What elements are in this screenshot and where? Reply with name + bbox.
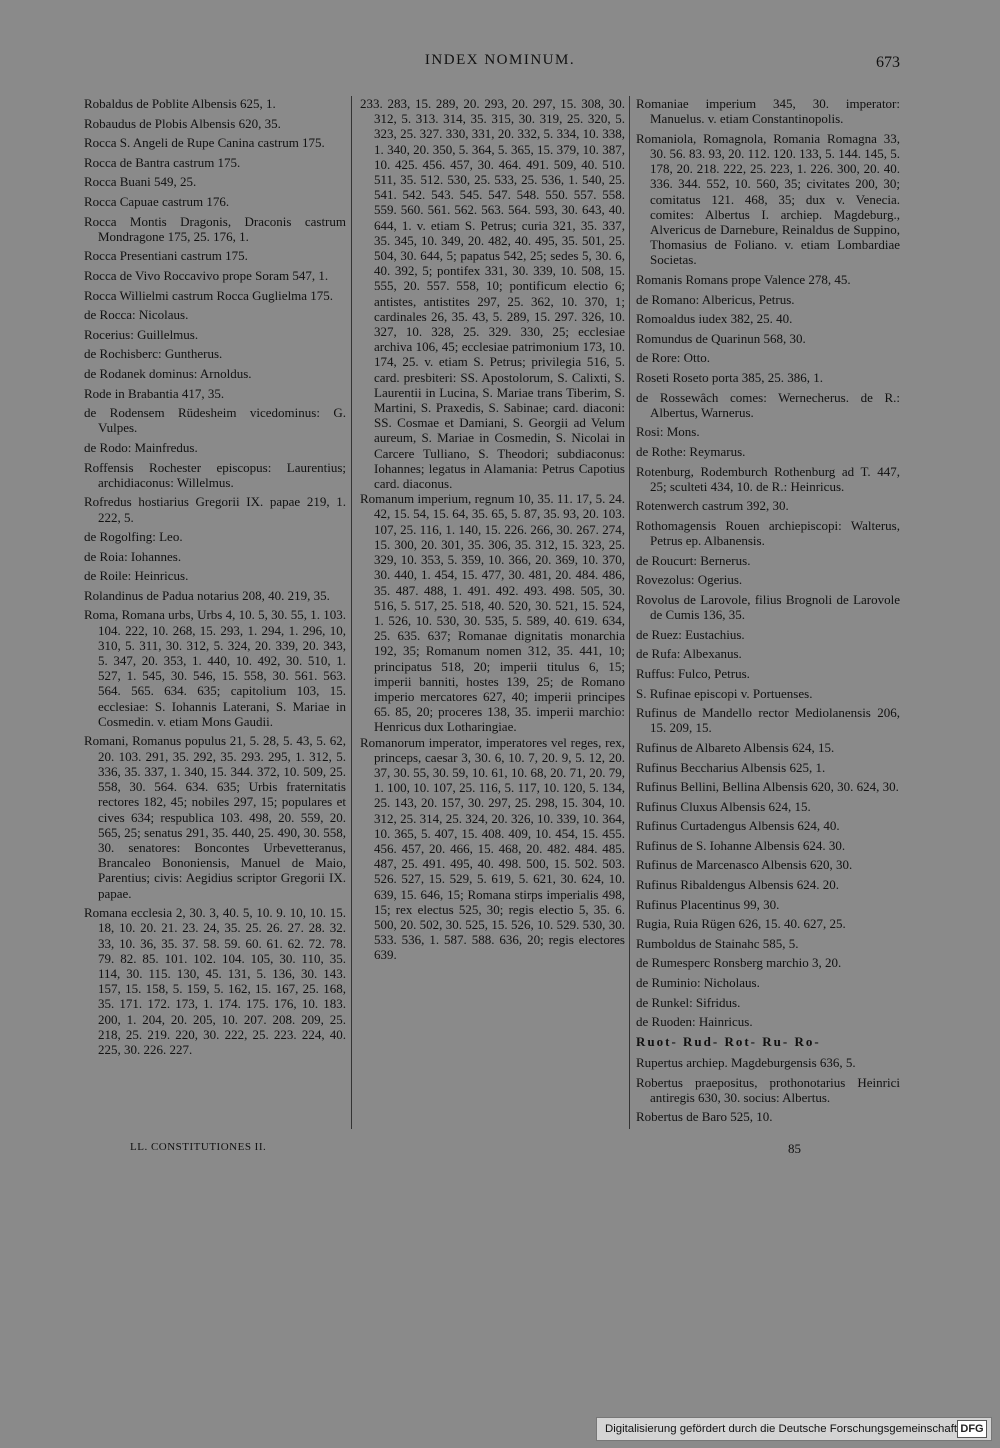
index-entry: Rupertus archiep. Magdeburgensis 636, 5.: [636, 1055, 856, 1071]
index-entry: Rufinus Bellini, Bellina Albensis 620, 30. 624, 30.: [636, 779, 899, 795]
index-entry: Rumboldus de Stainahc 585, 5.: [636, 935, 799, 951]
index-entry: Rufinus de Marcenasco Albensis 620, 30.: [636, 857, 853, 873]
index-entry: Robertus de Baro 525, 10.: [636, 1109, 773, 1125]
index-entry: de Ruminio: Nicholaus.: [636, 975, 760, 991]
index-entry: de Romano: Albericus, Petrus.: [636, 291, 795, 307]
index-entry: de Rodensem Rüdesheim vicedominus: G. Vulpes.: [84, 405, 346, 436]
index-entry: de Rothe: Reymarus.: [636, 443, 746, 459]
index-entry: Rode in Brabantia 417, 35.: [84, 385, 225, 401]
index-entry: Romaniae imperium 345, 30. imperator: Manuelus. v. etiam Constantinopolis.: [636, 96, 900, 127]
index-entry: de Rodanek dominus: Arnoldus.: [84, 365, 252, 381]
index-entry: Rufinus de Albareto Albensis 624, 15.: [636, 739, 835, 755]
index-entry: Rocca S. Angeli de Rupe Canina castrum 175.: [84, 135, 325, 151]
index-entry: Rocca de Vivo Roccavivo prope Soram 547, 1.: [84, 267, 329, 283]
index-entry: Roma, Romana urbs, Urbs 4, 10. 5, 30. 55, 1. 103. 104. 222, 10. 268, 15. 293, 1. 294, 1. 296, 10, 310, 5. 311, 30. 312, 5. 324, 20. 339, 20. 343, 5. 347, 20. 353, 1. 440, 10. 492, 30. 510, 1. 527, 1. 545, 30. 546, 15. 558, 30. 561. 563. 564. 565. 634. 635; capitolium 103, 15. ecclesiae: S. Iohannis Laterani, S. Mariae in Cosmedin. v. etiam Mons Gaudii.: [84, 607, 346, 729]
index-entry: Rocca de Bantra castrum 175.: [84, 154, 241, 170]
index-entry: de Rodo: Mainfredus.: [84, 439, 198, 455]
index-entry: Robaudus de Plobis Albensis 620, 35.: [84, 115, 281, 131]
index-entry: de Rochisberc: Guntherus.: [84, 346, 223, 362]
index-column-right: [636, 96, 900, 1129]
index-entry: Rufinus de S. Iohanne Albensis 624. 30.: [636, 837, 846, 853]
index-entry: Rocca Montis Dragonis, Draconis castrum Mondragone 175, 25. 176, 1.: [84, 213, 346, 244]
index-entry: de Rufa: Albexanus.: [636, 646, 742, 662]
page-number: 673: [876, 54, 900, 71]
index-entry: de Rossewâch comes: Wernecherus. de R.: Albertus, Warnerus.: [636, 389, 900, 420]
index-entry: Rovezolus: Ogerius.: [636, 572, 743, 588]
index-entry: 233. 283, 15. 289, 20. 293, 20. 297, 15. 308, 30. 312, 5. 313. 314, 35. 315, 30. 319, 25. 320, 5. 323, 25. 327. 330, 331, 20. 332, 5. 334, 10. 338, 1. 340, 20. 350, 5. 364, 5. 365, 15. 379, 10. 387, 10. 425. 456. 457, 30. 464. 491. 509, 40. 510. 511, 35. 512. 530, 25. 533, 25. 536, 1. 540, 25. 541. 542. 543. 545. 547. 548. 550. 557. 558. 559. 560. 561. 562. 563. 564. 593, 30. 643, 40. 644, 1. v. etiam S. Petrus; curia 321, 35. 337, 35. 345, 10. 349, 20. 482, 40. 495, 35. 501, 25. 504, 30. 644, 5; papatus 542, 25; sedes 5, 30. 6, 40. 392, 5; pontifex 331, 30. 339, 10. 508, 15. 555, 20. 557. 558, 10; pontificum electio 6; antistes, antistites 297, 25. 362, 10. 370, 1; cardinales 26, 35. 43, 5. 289, 15. 297. 326, 10. 327, 10. 328, 25. 329. 330, 25; ecclesiae archiva 106, 45; ecclesiae patrimonium 173, 10. 174, 25. v. etiam S. Petrus; privilegia 516, 5. card. presbiteri: SS. Apostolorum, S. Calixti, S. Laurentii in Lucina, S. Mariae trans Tiberim, S. Martini, S. Praxedis, S. Sabinae; card. diaconi: SS. Cosmae et Damiani, S. Georgii ad Velum aureum, S. Mariae in Cosmedin, S. Nicolai in Carcere Tulliano, S. Theodori; subdiaconus: Iohannes; legatus in Alamania: Petrus Capotius card. diaconus.: [360, 96, 625, 492]
index-entry: de Roile: Heinricus.: [84, 568, 189, 584]
index-entry: de Runkel: Sifridus.: [636, 994, 741, 1010]
index-entry: Rocca Capuae castrum 176.: [84, 193, 230, 209]
index-entry: Roseti Roseto porta 385, 25. 386, 1.: [636, 369, 824, 385]
index-entry: de Rore: Otto.: [636, 350, 711, 366]
index-entry: Romanis Romans prope Valence 278, 45.: [636, 272, 851, 288]
index-entry: Romaniola, Romagnola, Romania Romagna 33, 30. 56. 83. 93, 20. 112. 120. 133, 5. 144. 145, 5. 178, 20. 218. 222, 25. 223, 1. 226. 300, 20. 40. 336. 344. 552, 10. 560, 35; civitates 200, 30; comitatus 121. 468, 35; dux v. Venecia. comites: Albertus I. archiep. Magdeburg., Alvericus de Darnebure, Reinaldus de Suppino, Thomasius de Foliano. v. etiam Lombardiae Societas.: [636, 130, 900, 268]
index-entry: Romana ecclesia 2, 30. 3, 40. 5, 10. 9. 10, 10. 15. 18, 10. 20. 21. 23. 24, 35. 25. 26. 27. 28. 32. 33, 10. 36, 35. 37. 58. 59. 60. 61. 62. 72. 78. 79. 82. 85. 101. 102. 104. 105, 30. 110, 35. 114, 30. 115. 130, 45. 131, 5. 136, 30. 143. 157, 15. 158, 5. 159, 5. 162, 15. 167, 25. 168, 35. 171. 172. 173, 1. 174. 175. 176, 10. 183. 200, 1. 204, 20. 205, 10. 207. 208. 209, 25. 218, 25. 219. 220, 30. 222, 25. 223. 224, 40. 225, 30. 226. 227.: [84, 905, 346, 1057]
funding-banner[interactable]: [596, 1417, 992, 1441]
index-entry: Roffensis Rochester episcopus: Laurentius; archidiaconus: Willelmus.: [84, 459, 346, 490]
index-entry: Romanorum imperator, imperatores vel reges, rex, princeps, caesar 3, 30. 6, 10. 7, 20. 9, 5. 12, 20. 37, 30. 55, 30. 59, 10. 61, 10. 68, 20. 71, 20. 79, 1. 100, 10. 107, 25. 116, 5. 117, 10. 120, 5. 134, 25. 143, 20. 157, 30. 297, 25. 298, 15. 304, 10. 312, 25. 314, 25. 324, 20. 326, 10. 339, 10. 364, 10. 365, 5. 407, 15. 408. 409, 10. 454, 15. 455. 456. 457, 20. 466, 15. 468, 20. 482. 484. 485. 487, 25. 491. 495, 40. 498. 500, 15. 502. 503. 526. 527, 15. 529, 5. 619, 5. 621, 30. 624, 10. 639, 15. 646, 15; Romana stirps imperialis 498, 15; rex electus 525, 30; regis electio 5, 35. 6. 500, 20. 502, 30. 525, 15. 526, 10. 529. 530, 30. 533. 536, 1. 587. 588. 636, 20; regis electores 639.: [360, 734, 625, 963]
index-entry: Rufinus de Mandello rector Mediolanensis 206, 15. 209, 15.: [636, 705, 900, 736]
index-entry: Rosi: Mons.: [636, 424, 700, 440]
index-entry: de Rocca: Nicolaus.: [84, 307, 189, 323]
index-entry: S. Rufinae episcopi v. Portuenses.: [636, 685, 813, 701]
index-entry: Rofredus hostiarius Gregorii IX. papae 219, 1. 222, 5.: [84, 494, 346, 525]
index-entry: Rotenburg, Rodemburch Rothenburg ad T. 447, 25; sculteti 434, 10. de R.: Heinricus.: [636, 463, 900, 494]
index-entry: Romanum imperium, regnum 10, 35. 11. 17, 5. 24. 42, 15. 54, 15. 64, 35. 65, 5. 87, 35. 93, 20. 103. 107, 25. 116, 1. 140, 15. 226. 266, 30. 267. 274, 15. 300, 20. 301, 35. 306, 35. 312, 15. 323, 25. 329, 10. 353, 5. 359, 10. 366, 20. 369, 10. 370, 30. 440, 1. 454, 15. 477, 30. 481, 20. 484. 486, 35. 487. 488, 1. 491. 492. 493. 498. 505, 30. 516, 5. 517, 25. 518, 40. 520, 30. 521, 15. 524, 1. 526, 10. 530, 30. 535, 5. 589, 40. 619. 634, 25. 635. 637; Romanae dignitatis monarchia 192, 35; Romanum nomen 312, 35. 441, 10; principatus 518, 20; imperii titulus 6, 15; imperii banniti, hostes 139, 25; de Romano imperio mercatores 627, 40; imperii principes 65. 85, 20; proceres 138, 35. imperii marchio: Henricus dux Lotharingiae.: [360, 491, 625, 735]
column-rule: [351, 96, 352, 1129]
index-entry: Rocca Presentiani castrum 175.: [84, 248, 248, 264]
index-entry: Romani, Romanus populus 21, 5. 28, 5. 43, 5. 62, 20. 103. 291, 35. 292, 35. 293. 295, 1. 312, 5. 336, 35. 337, 1. 340, 15. 344. 372, 10. 509, 25. 558, 30. 564. 634. 635; Urbis fraternitatis rectores 182, 45; nobiles 297, 15; populares et cives 634; respublica 103. 498, 20. 559, 20. 565, 25; senatus 291, 35. 440, 25. 490, 30. 558, 30. senatores: Boncontes Urbevetteranus, Brancaleo Bononiensis, Manuel de Maio, Parentius; civis: Aegidius scriptor Gregorii IX. papae.: [84, 733, 346, 901]
index-entry: Robertus praepositus, prothonotarius Heinrici antiregis 630, 30. socius: Albertus.: [636, 1074, 900, 1105]
index-entry: Rufinus Beccharius Albensis 625, 1.: [636, 759, 826, 775]
index-column-middle: [360, 96, 625, 963]
collection-signature: LL. CONSTITUTIONES II.: [130, 1141, 267, 1153]
index-entry: Rothomagensis Rouen archiepiscopi: Walterus, Petrus ep. Albanensis.: [636, 517, 900, 549]
index-entry: de Ruoden: Hainricus.: [636, 1014, 753, 1030]
index-entry: de Rumesperc Ronsberg marchio 3, 20.: [636, 955, 842, 971]
index-column-left: [84, 96, 346, 1062]
index-entry: Rufinus Cluxus Albensis 624, 15.: [636, 798, 811, 814]
index-entry: Rocca Willielmi castrum Rocca Guglielma 175.: [84, 287, 334, 303]
index-entry: Rugia, Ruia Rügen 626, 15. 40. 627, 25.: [636, 916, 846, 932]
dfg-logo: [957, 1420, 987, 1438]
index-entry: Rufinus Curtadengus Albensis 624, 40.: [636, 818, 840, 834]
funding-text: Digitalisierung gefördert durch die Deutsche Forschungsgemeinschaft: [605, 1423, 958, 1435]
dfg-logo-text: DFG: [960, 1423, 984, 1435]
index-entry: Rocca Buani 549, 25.: [84, 174, 197, 190]
index-entry: de Roia: Iohannes.: [84, 548, 182, 564]
index-entry: Rufinus Ribaldengus Albensis 624. 20.: [636, 877, 839, 893]
running-head: INDEX NOMINUM.: [424, 52, 576, 68]
index-entry: Romoaldus iudex 382, 25. 40.: [636, 311, 793, 327]
page-footer: [0, 1141, 1000, 1161]
section-heading: Ruot- Rud- Rot- Ru- Ro-: [636, 1033, 821, 1049]
signature-number: 85: [788, 1141, 801, 1156]
page-header: [0, 52, 1000, 76]
index-entry: Rufinus Placentinus 99, 30.: [636, 896, 780, 912]
index-entry: Robaldus de Poblite Albensis 625, 1.: [84, 96, 276, 111]
index-entry: Rotenwerch castrum 392, 30.: [636, 498, 789, 514]
index-entry: de Rogolfing: Leo.: [84, 529, 183, 545]
index-entry: Rolandinus de Padua notarius 208, 40. 219, 35.: [84, 587, 330, 603]
index-entry: de Roucurt: Bernerus.: [636, 552, 751, 568]
index-entry: Romundus de Quarinun 568, 30.: [636, 330, 806, 346]
column-rule: [629, 96, 630, 1129]
index-entry: Rocerius: Guillelmus.: [84, 326, 199, 342]
index-entry: de Ruez: Eustachius.: [636, 626, 745, 642]
index-entry: Rovolus de Larovole, filius Brognoli de Larovole de Cumis 136, 35.: [636, 591, 900, 623]
index-entry: Ruffus: Fulco, Petrus.: [636, 665, 750, 681]
